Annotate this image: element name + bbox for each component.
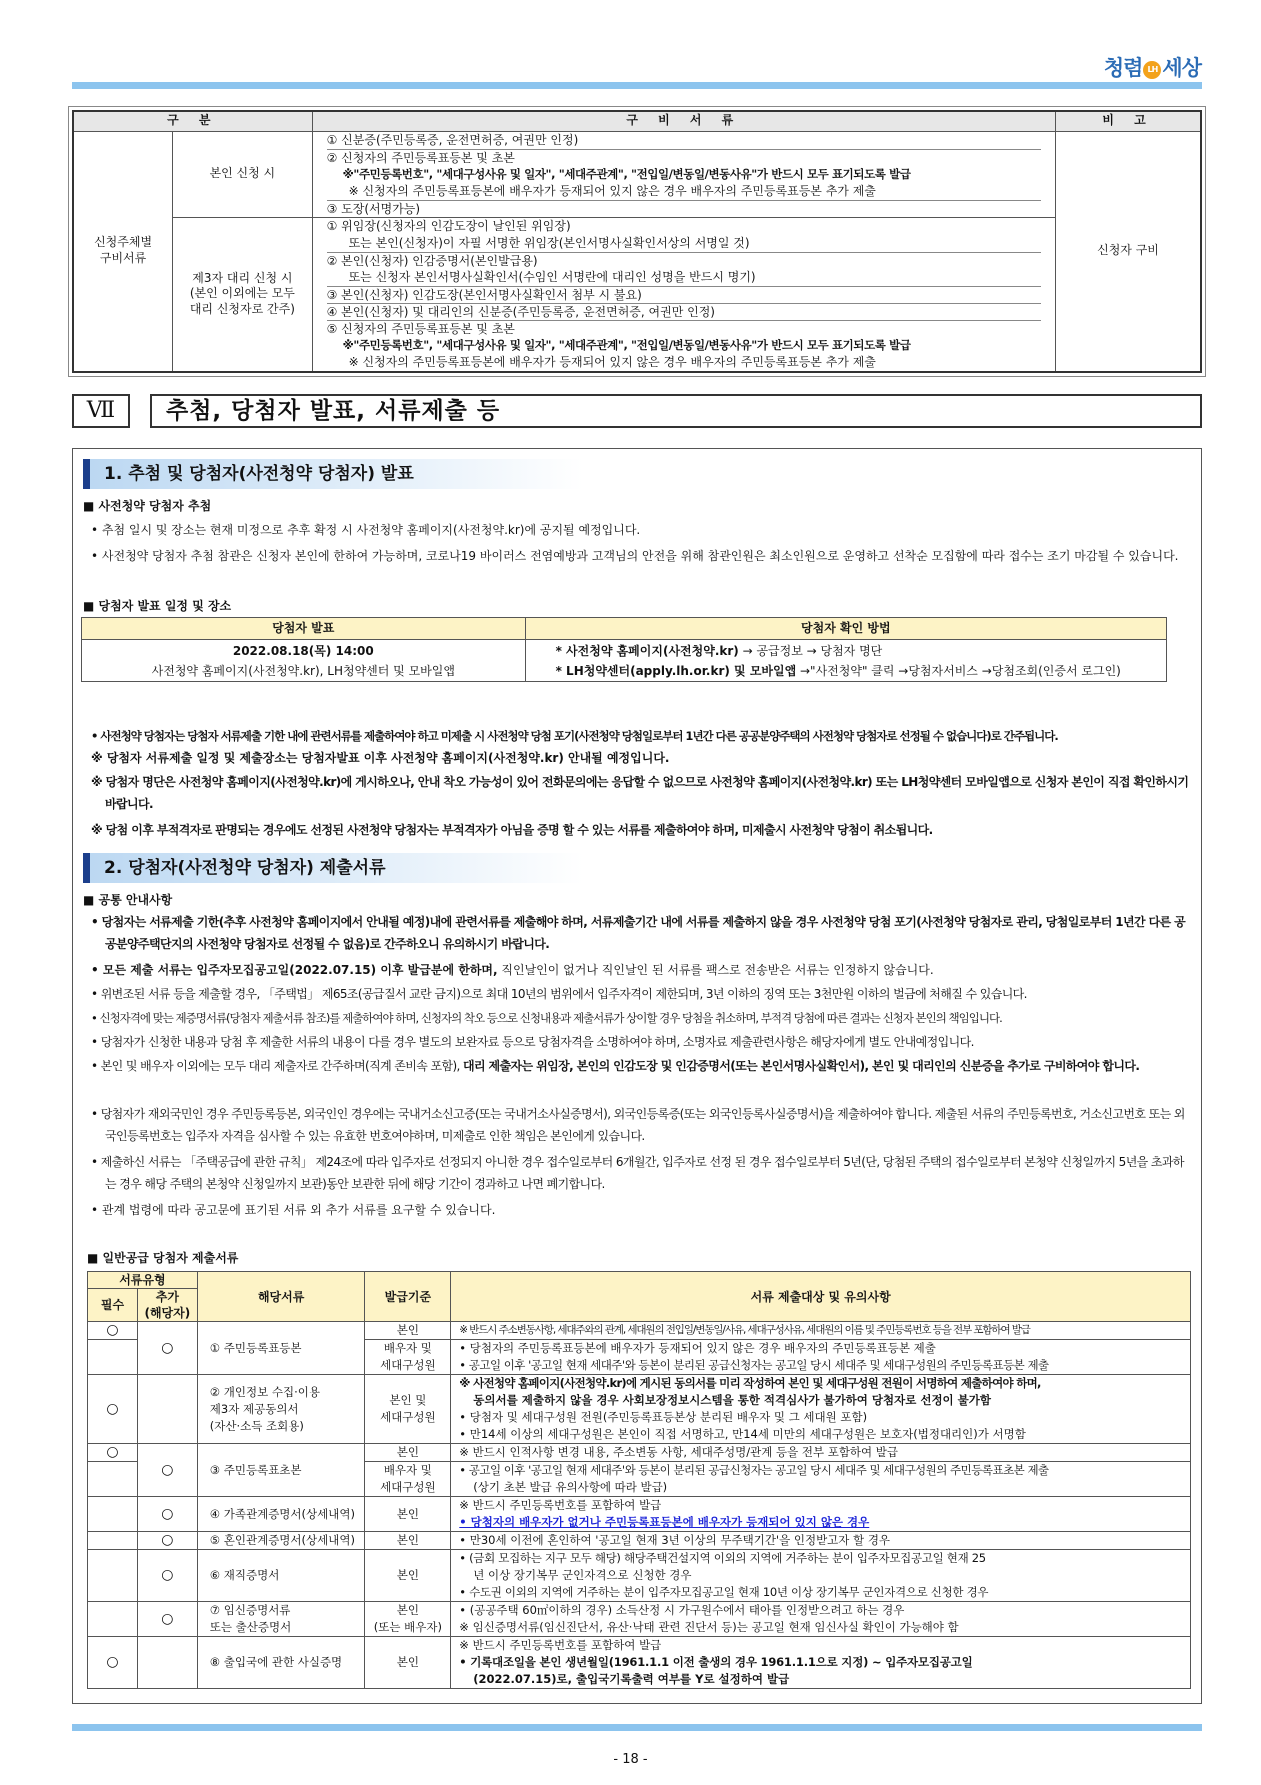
draw-bullet-2: • 사전청약 당첨자 추첨 참관은 신청자 본인에 한하여 가능하며, 코로나19 바이러스 전염예방과 고객님의 안전을 위해 참관인원은 최소인원으로 운영하고 선착순 모집함에 따라 접수는 조기 마감될 수 있습니다. — [91, 549, 1179, 563]
basis: 본인 — [365, 1550, 451, 1602]
note — [451, 1375, 1191, 1444]
doc-item: ※ 신청자의 주민등록표등본에 배우자가 등재되어 있지 않은 경우 배우자의 주민등록표등본 추가 제출 — [348, 183, 876, 198]
note-line: • 공고일 이후 '공고일 현재 세대주'와 등본이 분리된 공급신청자는 공고일 당시 세대주 및 세대구성원의 주민등록표초본 제출 — [459, 1463, 1049, 1477]
required-header: 필수 — [88, 1289, 138, 1322]
note-2: ※ 당첨자 서류제출 일정 및 제출장소는 당첨자발표 이후 사전청약 홈페이지(사전청약.kr) 안내될 예정입니다. — [91, 751, 670, 765]
doc-item: ③ 도장(서명가능) — [327, 200, 1041, 217]
note-line: (2022.07.15)로, 출입국기록출력 여부를 Y로 설정하여 발급 — [473, 1672, 790, 1686]
remark-cell: 신청자 구비 — [1056, 131, 1201, 372]
basis: 본인 및 세대구성원 — [365, 1375, 451, 1444]
note — [451, 1322, 1191, 1340]
logo-mark: LH — [1143, 61, 1161, 79]
self-apply-label: 본인 신청 시 — [173, 131, 312, 217]
common-4: • 신청자격에 맞는 제증명서류(당첨자 제출서류 참조)를 제출하여야 하며, 신청자의 착오 등으로 신청내용과 제출서류가 상이할 경우 당첨을 취소하며, 부적격 당첨에 따른 결과는 신청자 본인의 책임입니다. — [91, 1011, 1002, 1025]
announce-date: 2022.08.18(목) 14:00 — [232, 643, 374, 658]
note — [451, 1497, 1191, 1532]
doc-privacy-consent: ② 개인정보 수집·이용 제3자 제공동의서 (자산·소득 조회용) — [197, 1375, 365, 1444]
common-2-bold: • 모든 제출 서류는 입주자모집공고일(2022.07.15) 이후 발급분에 한하며, — [91, 963, 498, 977]
note-3: ※ 당첨자 명단은 사전청약 홈페이지(사전청약.kr)에 게시하오나, 안내 착오 가능성이 있어 전화문의에는 응답할 수 없으므로 사전청약 홈페이지(사전청약.kr) 또는 LH청약센터 모바일앱으로 신청자 본인이 직접 확인하시기 바랍니다. — [91, 775, 1189, 811]
required-empty — [88, 1602, 138, 1637]
required-mark: ○ — [88, 1637, 138, 1689]
method-1: * 사전청약 홈페이지(사전청약.kr) — [555, 643, 739, 658]
draw-bullet-1: • 추첨 일시 및 장소는 현재 미정으로 추후 확정 시 사전청약 홈페이지(사전청약.kr)에 공지될 예정입니다. — [91, 523, 641, 537]
doc-item: ⑤ 신청자의 주민등록표등본 및 초본 — [327, 320, 1041, 337]
common-6 — [91, 1055, 1189, 1077]
basis-header: 발급기준 — [365, 1272, 451, 1322]
doc-name-header: 해당서류 — [197, 1272, 365, 1322]
draw-title: ■ 사전청약 당첨자 추첨 — [83, 499, 212, 513]
note — [451, 1444, 1191, 1462]
page-number: - 18 - — [613, 1752, 648, 1767]
doc-item: ② 본인(신청자) 인감증명서(본인발급용) — [327, 252, 1041, 269]
note — [451, 1602, 1191, 1637]
general-supply-title: ■ 일반공급 당첨자 제출서류 — [87, 1251, 239, 1265]
note-line: • 당첨자의 주민등록표등본에 배우자가 등재되어 있지 않은 경우 배우자의 주민등록표등본 제출 — [459, 1341, 936, 1355]
note-line: ※ 임신증명서류(임신진단서, 유산·낙태 관련 진단서 등)는 공고일 현재 임신사실 확인이 가능해야 함 — [459, 1620, 959, 1634]
note-line: 동의서를 제출하지 않을 경우 사회보장정보시스템을 통한 적격심사가 불가하여 당첨자로 선정이 불가함 — [473, 1393, 991, 1407]
required-empty — [88, 1532, 138, 1550]
doc-item: ① 신분증(주민등록증, 운전면허증, 여권만 인정) — [326, 132, 579, 147]
doc-item: ※"주민등록번호", "세대구성사유 및 일자", "세대주관계", "전입일/변동일/변동사유"가 반드시 모두 표기되도록 발급 — [342, 337, 911, 352]
note-line: • 당첨자 및 세대구성원 전원(주민등록표등본상 분리된 배우자 및 그 세대원 포함) — [459, 1410, 868, 1424]
note — [451, 1532, 1191, 1550]
note-line: • 수도권 이외의 지역에 거주하는 분이 입주자모집공고일 현재 10년 이상 장기복무 군인자격으로 신청한 경우 — [459, 1585, 989, 1599]
additional-empty — [137, 1637, 197, 1689]
footer-rule — [72, 1724, 1202, 1731]
doc-employment-cert: ⑥ 재직증명서 — [197, 1550, 365, 1602]
doc-item: ③ 본인(신청자) 인감도장(본인서명사실확인서 첨부 시 불요) — [327, 286, 1041, 303]
header-rule — [72, 82, 1202, 89]
announce-header: 당첨자 발표 — [82, 618, 526, 640]
additional-mark: ○ — [137, 1532, 197, 1550]
basis: 본인 — [365, 1497, 451, 1532]
common-6-rest: • 본인 및 배우자 이외에는 모두 대리 제출자로 간주하며(직계 존비속 포함), — [91, 1059, 463, 1073]
doc-type-header: 서류유형 — [88, 1272, 198, 1289]
basis: 본인 — [365, 1322, 451, 1340]
basis: 본인 (또는 배우자) — [365, 1602, 451, 1637]
required-mark: ○ — [88, 1444, 138, 1462]
doc-item: ① 위임장(신청자의 인감도장이 날인된 위임장) — [326, 218, 571, 233]
header-documents: 구 비 서 류 — [312, 111, 1055, 131]
note-line: ※ 반드시 인적사항 변경 내용, 주소변동 사항, 세대주성명/관계 등을 전부 포함하여 발급 — [459, 1445, 899, 1459]
subsection-2-title: 2. 당첨자(사전청약 당첨자) 제출서류 — [83, 853, 583, 883]
note-1: • 사전청약 당첨자는 당첨자 서류제출 기한 내에 관련서류를 제출하여야 하고 미제출 시 사전청약 당첨 포기(사전청약 당첨일로부터 1년간 다른 공공분양주택의 사전청약 당첨자로 선정될 수 없습니다)로 간주됩니다. — [91, 729, 1058, 743]
common-3: • 위변조된 서류 등을 제출할 경우, 「주택법」 제65조(공급질서 교란 금지)으로 최대 10년의 범위에서 입주자격이 제한되며, 3년 이하의 징역 또는 3천만원 이하의 벌금에 처해질 수 있습니다. — [91, 987, 1027, 1001]
method-2: * LH청약센터(apply.lh.or.kr) 및 모바일앱 — [555, 663, 797, 678]
basis: 본인 — [365, 1637, 451, 1689]
note — [451, 1550, 1191, 1602]
common-title: ■ 공통 안내사항 — [83, 893, 173, 907]
announce-place: 사전청약 홈페이지(사전청약.kr), LH청약센터 및 모바일앱 — [151, 663, 455, 678]
additional-mark: ○ — [137, 1444, 197, 1497]
common-1: • 당첨자는 서류제출 기한(추후 사전청약 홈페이지에서 안내될 예정)내에 관련서류를 제출해야 하며, 서류제출기간 내에 서류를 제출하지 않을 경우 사전청약 당첨 포기(사전청약 당첨자로 관리, 당첨일로부터 1년간 다른 공공분양주택단지의 사전청약 당첨자로 선정될 수 없음)로 간주하오니 유의하시기 바랍니다. — [91, 915, 1186, 951]
announce-title: ■ 당첨자 발표 일정 및 장소 — [83, 599, 232, 613]
basis: 배우자 및 세대구성원 — [365, 1340, 451, 1375]
common-2 — [91, 959, 1189, 981]
additional-mark: ○ — [137, 1322, 197, 1375]
basis: 본인 — [365, 1532, 451, 1550]
note-4: ※ 당첨 이후 부적격자로 판명되는 경우에도 선정된 사전청약 당첨자는 부적격자가 아님을 증명 할 수 있는 서류를 제출하여야 하며, 미제출시 사전청약 당첨이 취소됩니다. — [91, 823, 933, 837]
additional-header: 추가 (해당자) — [137, 1289, 197, 1322]
section-7-content — [72, 448, 1202, 1704]
basis: 본인 — [365, 1444, 451, 1462]
doc-item: 또는 신청자 본인서명사실확인서(수임인 서명란에 대리인 성명을 반드시 명기) — [348, 269, 756, 284]
general-supply-docs-table — [87, 1271, 1191, 1689]
note — [451, 1462, 1191, 1497]
method-1-path: → 공급정보 → 당첨자 명단 — [738, 643, 883, 658]
header-category: 구 분 — [73, 111, 312, 131]
additional-mark: ○ — [137, 1550, 197, 1602]
additional-mark: ○ — [137, 1602, 197, 1637]
required-mark: ○ — [88, 1375, 138, 1444]
logo-text-left: 청렴 — [1103, 56, 1143, 80]
doc-item: ※ 신청자의 주민등록표등본에 배우자가 등재되어 있지 않은 경우 배우자의 주민등록표등본 추가 제출 — [348, 354, 876, 369]
required-mark: ○ — [88, 1322, 138, 1340]
additional-mark: ○ — [137, 1497, 197, 1532]
logo-text-right: 세상 — [1162, 56, 1201, 80]
doc-resident-abstract: ③ 주민등록표초본 — [197, 1444, 365, 1497]
row-group-label: 신청주체별 구비서류 — [73, 131, 173, 372]
note-line: 년 이상 장기복무 군인자격으로 신청한 경우 — [473, 1568, 692, 1582]
note-line: (상기 초본 발급 유의사항에 따라 발급) — [473, 1480, 668, 1494]
announcement-table — [81, 617, 1167, 682]
required-empty — [88, 1462, 138, 1497]
doc-item: ② 신청자의 주민등록표등본 및 초본 — [327, 149, 1041, 166]
note-line: • 공고일 이후 '공고일 현재 세대주'와 등본이 분리된 공급신청자는 공고일 당시 세대주 및 세대구성원의 주민등록표등본 제출 — [459, 1358, 1049, 1372]
basis: 배우자 및 세대구성원 — [365, 1462, 451, 1497]
common-8: • 제출하신 서류는 「주택공급에 관한 규칙」 제24조에 따라 입주자로 선정되지 아니한 경우 접수일로부터 6개월간, 입주자로 선정 된 경우 접수일로부터 5년(단, 당첨된 주택의 접수일로부터 본청약 신청일까지 5년을 초과하는 경우 해당 주택의 본청약 신청일까지 보관)동안 보관한 뒤에 해당 기간이 경과하고 나면 폐기합니다. — [91, 1155, 1184, 1191]
doc-marriage-relation: ⑤ 혼인관계증명서(상세내역) — [197, 1532, 365, 1550]
common-2-rest: 직인날인이 없거나 직인날인 된 서류를 팩스로 전송받은 서류는 인정하지 않습니다. — [497, 963, 934, 977]
note-line-highlight: • 당첨자의 배우자가 없거나 주민등록표등본에 배우자가 등재되어 있지 않은 경우 — [459, 1515, 870, 1529]
note-line: • 만30세 이전에 혼인하여 '공고일 현재 3년 이상의 무주택기간'을 인정받고자 할 경우 — [459, 1533, 891, 1547]
check-method-header: 당첨자 확인 방법 — [525, 618, 1166, 640]
note-line: • 기록대조일을 본인 생년월일(1961.1.1 이전 출생의 경우 1961.1.1으로 지정) ~ 입주자모집공고일 — [459, 1655, 973, 1669]
common-5: • 당첨자가 신청한 내용과 당첨 후 제출한 서류의 내용이 다를 경우 별도의 보완자료 등으로 당첨자격을 소명하여야 하며, 소명자료 제출관련사항은 해당자에게 별도 안내예정입니다. — [91, 1035, 974, 1049]
note — [451, 1637, 1191, 1689]
self-apply-docs — [312, 131, 1055, 217]
notes-header: 서류 제출대상 및 유의사항 — [451, 1272, 1191, 1322]
note-line: • (금회 모집하는 지구 모두 해당) 해당주택건설지역 이외의 지역에 거주하는 분이 입주자모집공고일 현재 25 — [459, 1551, 986, 1565]
note-line: • (공공주택 60㎡이하의 경우) 소득산정 시 가구원수에서 태아를 인정받으려고 하는 경우 — [459, 1603, 905, 1617]
common-7: • 당첨자가 재외국민인 경우 주민등록등본, 외국인인 경우에는 국내거소신고증(또는 국내거소사실증명서), 외국인등록증(또는 외국인등록사실증명서)을 제출하여야 합니다. 제출된 서류의 주민등록번호, 거소신고번호 또는 외국인등록번호는 입주자 자격을 심사할 수 있는 유효한 번호여야하며, 미제출로 인한 책임은 본인에게 있습니다. — [91, 1107, 1185, 1143]
required-empty — [88, 1340, 138, 1375]
common-6-bold: 대리 제출자는 위임장, 본인의 인감도장 및 인감증명서(또는 본인서명사실확인서), 본인 및 대리인의 신분증을 추가로 구비하여야 합니다. — [463, 1059, 1140, 1073]
subsection-1-title: 1. 추첨 및 당첨자(사전청약 당첨자) 발표 — [83, 459, 583, 489]
note-line: ※ 반드시 주민등록번호를 포함하여 발급 — [459, 1498, 662, 1512]
announce-cell — [82, 640, 526, 682]
applicant-documents-table — [72, 110, 1202, 373]
doc-resident-register: ① 주민등록표등본 — [197, 1322, 365, 1375]
section-title: 추첨, 당첨자 발표, 서류제출 등 — [150, 394, 1202, 428]
doc-immigration-cert: ⑧ 출입국에 관한 사실증명 — [197, 1637, 365, 1689]
proxy-apply-docs — [312, 217, 1055, 372]
note-line: • 만14세 이상의 세대구성원은 본인이 직접 서명하고, 만14세 미만의 세대구성원은 보호자(법정대리인)가 서명함 — [459, 1427, 1026, 1441]
note-line: ※ 반드시 주민등록번호를 포함하여 발급 — [459, 1638, 662, 1652]
additional-empty — [137, 1375, 197, 1444]
doc-item: ※"주민등록번호", "세대구성사유 및 일자", "세대주관계", "전입일/변동일/변동사유"가 반드시 모두 표기되도록 발급 — [342, 166, 911, 181]
section-number: Ⅶ — [72, 394, 130, 428]
doc-family-relation: ④ 가족관계증명서(상세내역) — [197, 1497, 365, 1532]
proxy-apply-label: 제3자 대리 신청 시 (본인 이외에는 모두 대리 신청자로 간주) — [173, 217, 312, 372]
doc-pregnancy-cert: ⑦ 임신증명서류 또는 출산증명서 — [197, 1602, 365, 1637]
doc-item: ④ 본인(신청자) 및 대리인의 신분증(주민등록증, 운전면허증, 여권만 인정) — [327, 303, 1041, 320]
required-empty — [88, 1550, 138, 1602]
note-line: ※ 반드시 주소변동사항, 세대주와의 관계, 세대원의 전입일/변동일/사유, 세대구성사유, 세대원의 이름 및 주민등록번호 등을 전부 포함하여 발급 — [459, 1324, 1030, 1336]
doc-item: 또는 본인(신청자)이 자필 서명한 위임장(본인서명사실확인서상의 서명일 것) — [348, 235, 750, 250]
method-2-path: →"사전청약" 클릭 →당첨자서비스 →당첨조회(인증서 로그인) — [796, 663, 1121, 678]
note — [451, 1340, 1191, 1375]
required-empty — [88, 1497, 138, 1532]
section-7-heading — [72, 394, 1202, 428]
common-9: • 관계 법령에 따라 공고문에 표기된 서류 외 추가 서류를 요구할 수 있습니다. — [91, 1203, 496, 1217]
header-remark: 비 고 — [1056, 111, 1201, 131]
note-line: ※ 사전청약 홈페이지(사전청약.kr)에 게시된 동의서를 미리 작성하여 본인 및 세대구성원 전원이 서명하여 제출하여야 하며, — [459, 1376, 1041, 1390]
logo — [1104, 52, 1201, 82]
check-method-cell — [525, 640, 1166, 682]
